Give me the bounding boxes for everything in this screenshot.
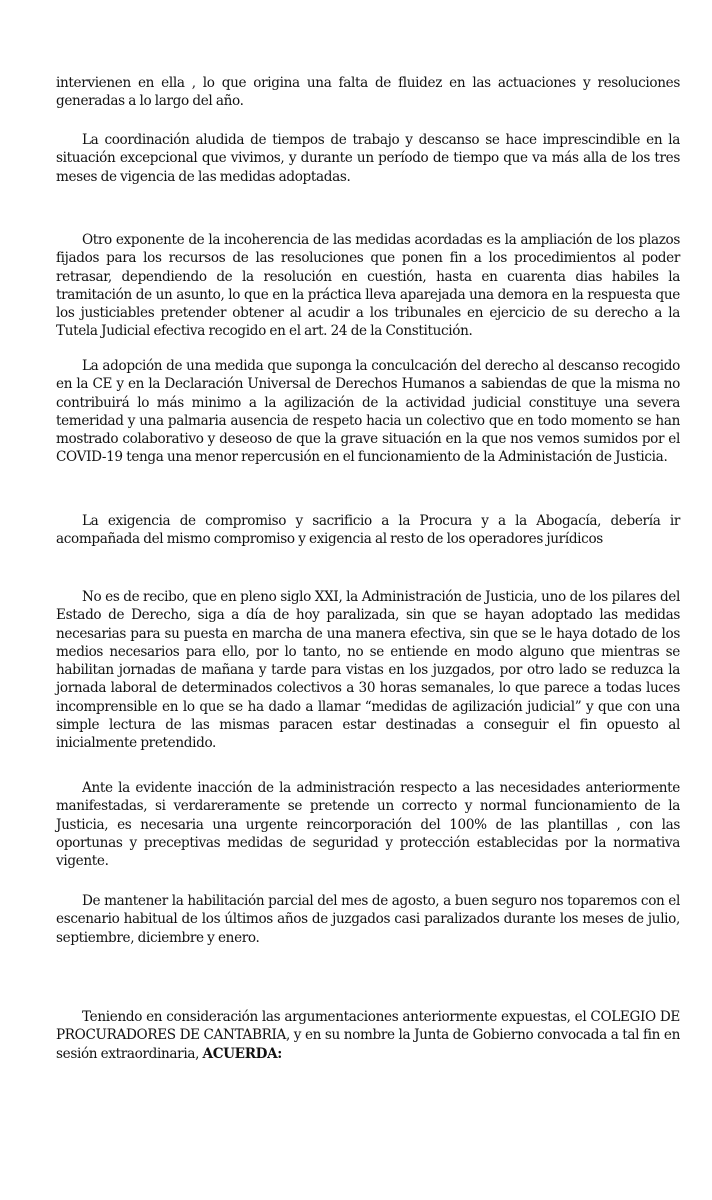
paragraph-inaccion-administracion: Ante la evidente inacción de la administración respecto a las necesidades anteriormente manifestadas, si verdareramente se pretende un correcto y normal funcionamiento de la Justicia, es necesaria una urgente reincorporación del 100% de las plantillas , con las oportunas y preceptivas medidas de seguridad y protección establecidas por la normativa vigente. [56,780,680,870]
paragraph-coordinacion: La coordinación aludida de tiempos de trabajo y descanso se hace imprescindible en la situación excepcional que vivimos, y durante un período de tiempo que va más alla de los tres meses de vigencia de las medidas adoptadas. [56,132,680,185]
paragraph-acuerda [56,1008,680,1063]
paragraph-exigencia-compromiso: La exigencia de compromiso y sacrificio a la Procura y a la Abogacía, debería ir acompañada del mismo compromiso y exigencia al resto de los operadores jurídicos [56,513,680,548]
paragraph-siglo-xxi: No es de recibo, que en pleno siglo XXI, la Administración de Justicia, uno de los pilares del Estado de Derecho, siga a día de hoy paralizada, sin que se hayan adoptado las medidas necesarias para su puesta en marcha de una manera efectiva, sin que se le haya dotado de los medios necesarios para ello, por lo tanto, no se entiende en modo alguno que mientras se habilitan jornadas de mañana y tarde para vistas en los juzgados, por otro lado se reduzca la jornada laboral de determinados colectivos a 30 horas semanales, lo que parece a todas luces incomprensible en lo que se ha dado a llamar “medidas de agilización judicial” y que con una simple lectura de las mismas paracen estar destinadas a conseguir el fin opuesto al inicialmente pretendido. [56,589,680,752]
paragraph-incoherencia-plazos: Otro exponente de la incoherencia de las medidas acordadas es la ampliación de los plazos fijados para los recursos de las resoluciones que ponen fin a los procedimientos al poder retrasar, dependiendo de la resolución en cuestión, hasta en cuarenta dias habiles la tramitación de un asunto, lo que en la práctica lleva aparejada una demora en la respuesta que los justiciables pretender obtener al acudir a los tribunales en ejercicio de su derecho a la Tutela Judicial efectiva recogido en el art. 24 de la Constitución. [56,232,680,340]
paragraph-habilitacion-agosto: De mantener la habilitación parcial del mes de agosto, a buen seguro nos toparemos con el escenario habitual de los últimos años de juzgados casi paralizados durante los meses de julio, septiembre, diciembre y enero. [56,893,680,946]
paragraph-fluidez: intervienen en ella , lo que origina una falta de fluidez en las actuaciones y resoluciones generadas a lo largo del año. [56,75,680,110]
paragraph-acuerda-text: Teniendo en consideración las argumentaciones anteriormente expuestas, el COLEGIO DE PROCURADORES DE CANTABRIA, y en su nombre la Junta de Gobierno convocada a tal fin en sesión extraordinaria, [56,1009,680,1062]
acuerda-heading: ACUERDA: [202,1045,282,1062]
paragraph-derecho-descanso: La adopción de una medida que suponga la conculcación del derecho al descanso recogido en la CE y en la Declaración Universal de Derechos Humanos a sabiendas de que la misma no contribuirá lo más minimo a la agilización de la actividad judicial constituye una severa temeridad y una palmaria ausencia de respeto hacia un colectivo que en todo momento se han mostrado colaborativo y deseoso de que la grave situación en la que nos vemos sumidos por el COVID-19 tenga una menor repercusión en el funcionamiento de la Administación de Justicia. [56,358,680,466]
